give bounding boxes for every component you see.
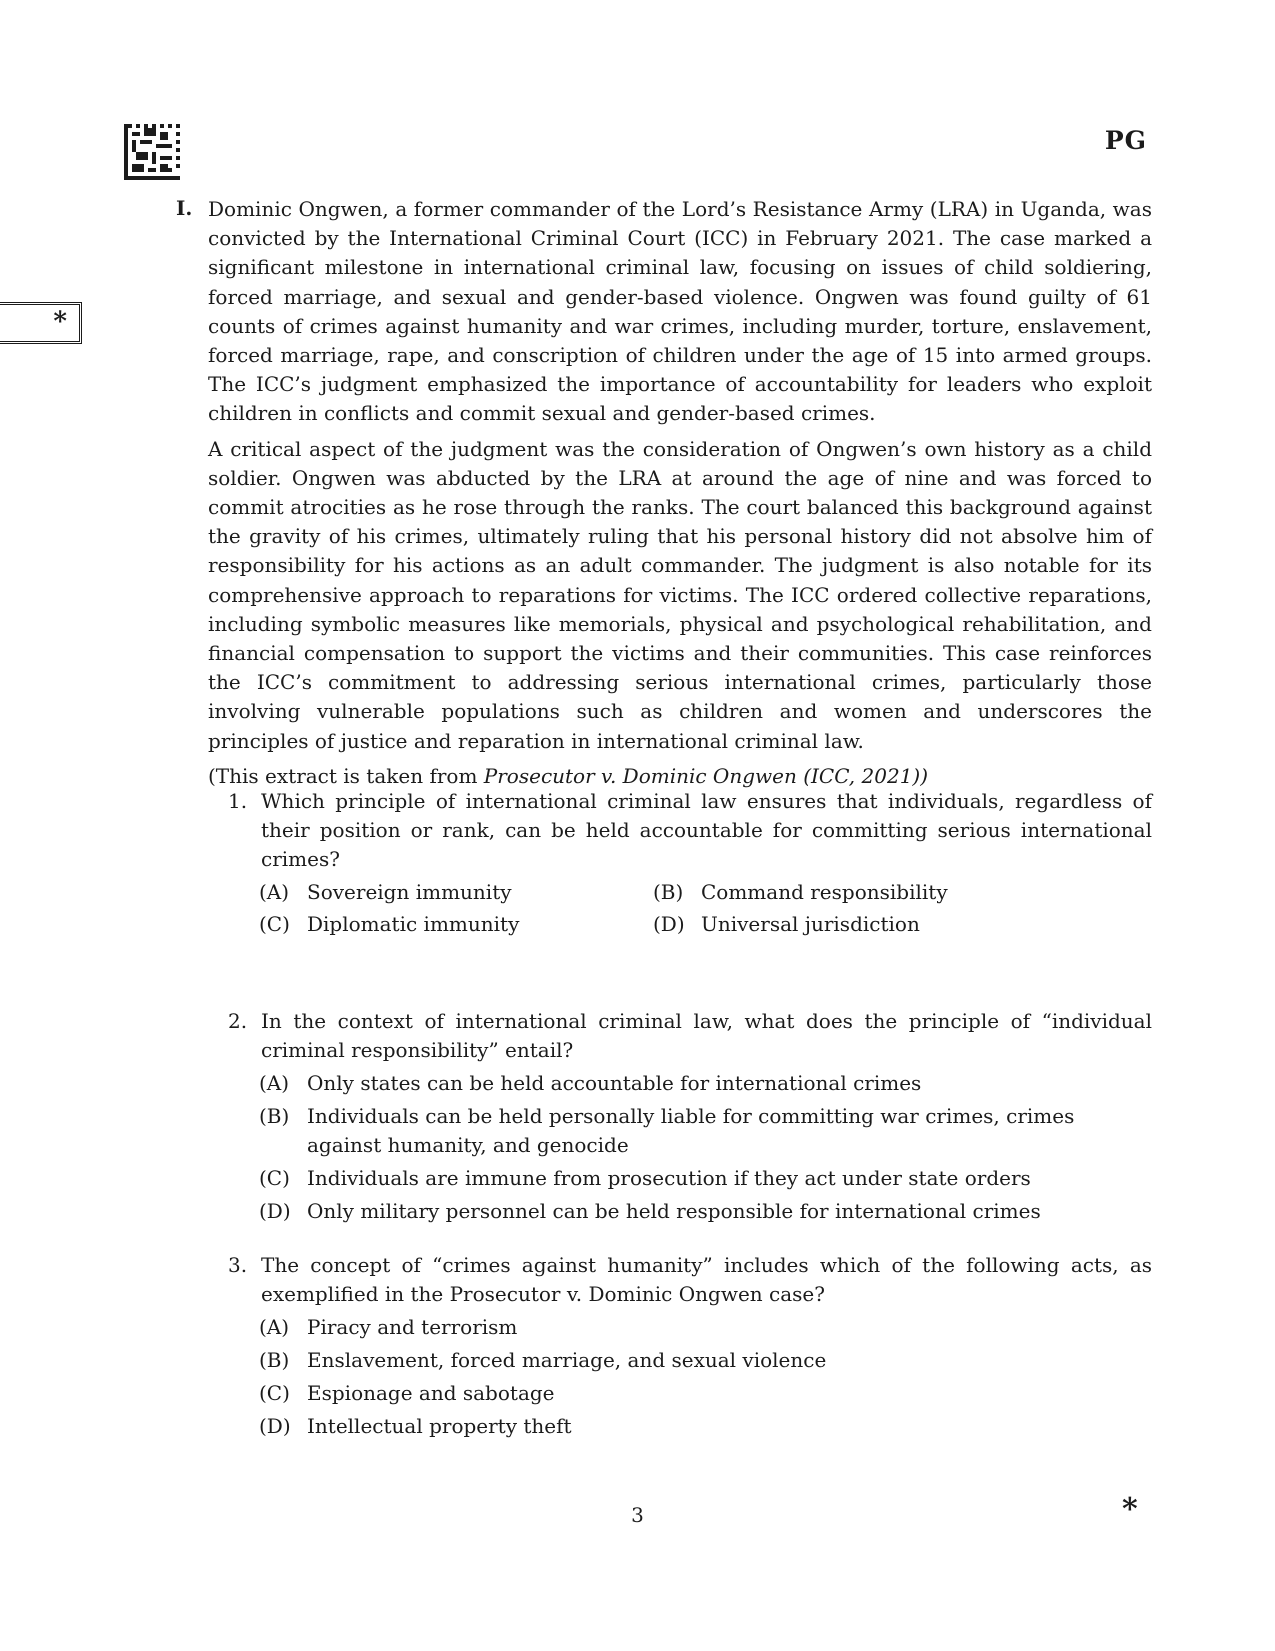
source-title: Prosecutor v. Dominic Ongwen (ICC, 2021)): [483, 763, 929, 788]
datamatrix-barcode-icon: [124, 124, 180, 180]
option-label: (B): [653, 879, 684, 904]
question-text: In the context of international criminal law, what does the principle of “individual criminal responsibility” entail?: [261, 1009, 1152, 1063]
option-label: (C): [259, 1166, 290, 1191]
option-label: (A): [259, 1071, 290, 1096]
option-a[interactable]: [259, 878, 653, 907]
option-label: (B): [259, 1104, 290, 1129]
option-c[interactable]: [259, 1164, 1152, 1193]
option-text: Piracy and terrorism: [307, 1315, 518, 1340]
option-text: Espionage and sabotage: [307, 1381, 555, 1406]
option-label: (A): [259, 1315, 290, 1340]
section-label: I.: [176, 196, 193, 220]
option-text: Sovereign immunity: [307, 879, 512, 904]
question-number: 2.: [228, 1009, 248, 1033]
question-text: The concept of “crimes against humanity” includes which of the following acts, as exemplified in the Prosecutor v. Dominic Ongwen case?: [261, 1253, 1152, 1307]
option-d[interactable]: [259, 1412, 1152, 1441]
question-3: [228, 1251, 1152, 1441]
side-marker-star: *: [53, 307, 67, 337]
page-number: 3: [631, 1503, 644, 1527]
option-text: Enslavement, forced marriage, and sexual violence: [307, 1348, 827, 1373]
option-label: (A): [259, 879, 290, 904]
question-2: [228, 1007, 1152, 1226]
question-1: [228, 787, 1152, 939]
option-b[interactable]: [259, 1346, 1152, 1375]
question-text: Which principle of international criminal law ensures that individuals, regardless of their position or rank, can be held accountable for committing serious international crimes?: [261, 789, 1152, 872]
option-label: (D): [259, 1199, 291, 1224]
option-text: Universal jurisdiction: [701, 911, 920, 936]
question-number: 1.: [228, 789, 248, 813]
passage-paragraph: A critical aspect of the judgment was the consideration of Ongwen’s own history as a child soldier. Ongwen was abducted by the LRA at around the age of nine and was forced to commit atrocities as he rose through the ranks. The court balanced this background against the gravity of his crimes, ultimately ruling that his personal history did not absolve him of responsibility for his actions as an adult commander. The judgment is also notable for its comprehensive approach to reparations for victims. The ICC ordered collective reparations, including symbolic measures like memorials, physical and psychological rehabilitation, and financial compensation to support the victims and their communities. This case reinforces the ICC’s commitment to addressing serious international crimes, particularly those involving vulnerable populations such as children and women and underscores the principles of justice and reparation in international criminal law.: [208, 436, 1152, 753]
option-text: Intellectual property theft: [307, 1414, 572, 1439]
option-c[interactable]: [259, 910, 653, 939]
question-number: 3.: [228, 1253, 248, 1277]
option-label: (C): [259, 911, 290, 936]
option-text: Command responsibility: [701, 879, 948, 904]
side-marker-box: [0, 302, 82, 344]
passage-paragraph: Dominic Ongwen, a former commander of the Lord’s Resistance Army (LRA) in Uganda, was convicted by the International Criminal Court (ICC) in February 2021. The case marked a significant milestone in international criminal law, focusing on issues of child soldiering, forced marriage, and sexual and gender-based violence. Ongwen was found guilty of 61 counts of crimes against humanity and war crimes, including murder, torture, enslavement, forced marriage, rape, and conscription of children under the age of 15 into armed groups. The ICC’s judgment emphasized the importance of accountability for leaders who exploit children in conflicts and commit sexual and gender-based crimes.: [208, 197, 1152, 426]
option-text: Only military personnel can be held responsible for international crimes: [307, 1199, 1041, 1224]
option-text: Individuals can be held personally liable for committing war crimes, crimes against humanity, and genocide: [307, 1104, 1075, 1158]
source-prefix: (This extract is taken from: [208, 763, 484, 788]
option-label: (C): [259, 1381, 290, 1406]
option-b[interactable]: [259, 1102, 1152, 1160]
options: [259, 875, 1152, 939]
option-text: Diplomatic immunity: [307, 911, 520, 936]
option-a[interactable]: [259, 1069, 1152, 1098]
option-b[interactable]: [653, 878, 1152, 907]
option-a[interactable]: [259, 1313, 1152, 1342]
paper-code: PG: [1104, 126, 1147, 155]
option-text: Only states can be held accountable for international crimes: [307, 1071, 922, 1096]
options: [259, 1069, 1152, 1226]
passage: [208, 195, 1152, 791]
option-label: (D): [259, 1414, 291, 1439]
option-c[interactable]: [259, 1379, 1152, 1408]
option-d[interactable]: [653, 910, 1152, 939]
option-label: (B): [259, 1348, 290, 1373]
option-text: Individuals are immune from prosecution if they act under state orders: [307, 1166, 1031, 1191]
footer-star: *: [1122, 1492, 1138, 1527]
option-d[interactable]: [259, 1197, 1152, 1226]
options: [259, 1313, 1152, 1441]
option-label: (D): [653, 911, 685, 936]
